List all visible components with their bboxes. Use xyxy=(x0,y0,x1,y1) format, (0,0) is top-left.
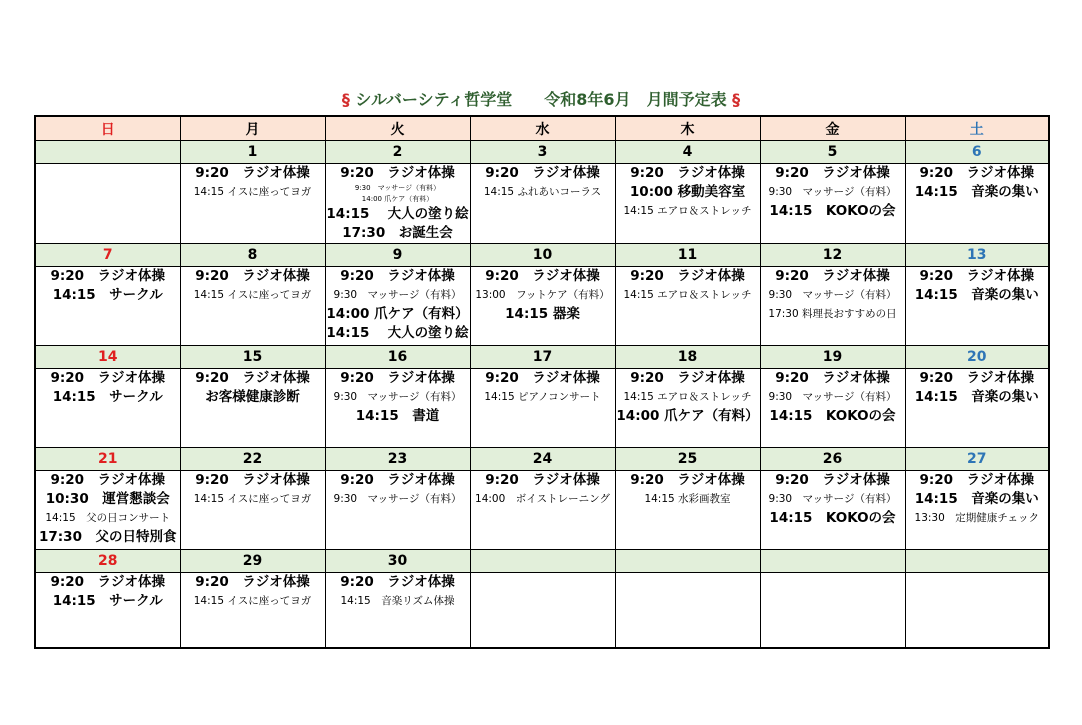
event-entry: 14:15 書道 xyxy=(355,408,440,424)
date-cell: 14 xyxy=(35,346,180,369)
event-entry: 14:15 大人の塗り絵 xyxy=(326,206,469,222)
date-cell xyxy=(35,141,180,164)
day-events-cell xyxy=(615,369,760,448)
event-entry: 14:15 器楽 xyxy=(505,306,580,322)
event-entry: 14:15 イスに座ってヨガ xyxy=(193,186,312,198)
date-cell: 5 xyxy=(760,141,905,164)
day-events-cell xyxy=(760,369,905,448)
date-cell: 16 xyxy=(325,346,470,369)
date-cell: 9 xyxy=(325,244,470,267)
day-events-cell xyxy=(905,471,1049,550)
day-events-cell xyxy=(180,267,325,346)
event-entry: 10:00 移動美容室 xyxy=(629,184,746,200)
event-entry: 9:20 ラジオ体操 xyxy=(775,268,890,284)
date-row xyxy=(35,244,1049,267)
event-entry: 9:30 マッサージ（有料） xyxy=(768,391,897,403)
event-entry: 9:20 ラジオ体操 xyxy=(919,370,1035,386)
day-events-cell xyxy=(35,267,180,346)
weekday-thu: 木 xyxy=(615,116,760,141)
date-cell: 7 xyxy=(35,244,180,267)
event-entry: 14:00 ボイストレーニング xyxy=(475,493,610,505)
event-entry: 14:15 エアロ＆ストレッチ xyxy=(623,391,752,403)
day-events-cell xyxy=(470,573,615,649)
section-mark-left: § xyxy=(341,90,350,109)
date-cell: 19 xyxy=(760,346,905,369)
day-events-cell xyxy=(325,267,470,346)
event-entry: 9:20 ラジオ体操 xyxy=(775,472,890,488)
date-cell: 3 xyxy=(470,141,615,164)
event-entry: 14:15 イスに座ってヨガ xyxy=(193,493,312,505)
event-entry: 14:15 音楽の集い xyxy=(914,389,1039,405)
date-cell xyxy=(760,550,905,573)
title-text: シルバーシティ哲学堂 令和8年6月 月間予定表 xyxy=(355,90,727,109)
day-events-cell xyxy=(325,471,470,550)
events-row xyxy=(35,573,1049,649)
event-entry: 14:15 KOKOの会 xyxy=(769,408,896,424)
day-events-cell xyxy=(470,267,615,346)
event-entry: 9:30 マッサージ（有料） xyxy=(768,493,897,505)
date-cell: 25 xyxy=(615,448,760,471)
event-entry: 14:15 大人の塗り絵 xyxy=(326,325,469,341)
event-entry: 14:15 エアロ＆ストレッチ xyxy=(623,205,752,217)
event-entry: 14:15 音楽の集い xyxy=(914,491,1039,507)
date-row xyxy=(35,141,1049,164)
day-events-cell xyxy=(615,267,760,346)
day-events-cell xyxy=(905,164,1049,244)
event-entry: 17:30 お誕生会 xyxy=(342,225,453,241)
date-cell: 24 xyxy=(470,448,615,471)
day-events-cell xyxy=(35,164,180,244)
day-events-cell xyxy=(470,164,615,244)
events-row xyxy=(35,471,1049,550)
event-entry: 9:20 ラジオ体操 xyxy=(775,165,890,181)
day-events-cell xyxy=(760,471,905,550)
events-row xyxy=(35,369,1049,448)
date-cell: 15 xyxy=(180,346,325,369)
event-entry: お客様健康診断 xyxy=(205,389,300,405)
day-events-cell xyxy=(180,573,325,649)
date-cell: 29 xyxy=(180,550,325,573)
day-events-cell xyxy=(180,369,325,448)
event-entry: 9:20 ラジオ体操 xyxy=(630,268,745,284)
day-events-cell xyxy=(35,471,180,550)
event-entry: 9:30 マッサージ（有料） xyxy=(333,391,462,403)
date-cell: 21 xyxy=(35,448,180,471)
date-cell: 28 xyxy=(35,550,180,573)
event-entry: 9:20 ラジオ体操 xyxy=(919,165,1035,181)
event-entry: 14:00 爪ケア（有料） xyxy=(616,408,759,424)
event-entry: 9:20 ラジオ体操 xyxy=(485,165,600,181)
day-events-cell xyxy=(325,573,470,649)
event-entry: 17:30 料理長おすすめの日 xyxy=(768,308,897,320)
event-entry: 14:15 ふれあいコーラス xyxy=(483,186,602,198)
date-cell: 30 xyxy=(325,550,470,573)
event-entry: 13:30 定期健康チェック xyxy=(914,512,1039,524)
date-cell: 22 xyxy=(180,448,325,471)
event-entry: 9:30 マッサージ（有料） xyxy=(354,184,441,192)
event-entry: 14:00 爪ケア（有料） xyxy=(361,195,434,203)
page-title xyxy=(0,87,1082,110)
event-entry: 9:20 ラジオ体操 xyxy=(50,574,166,590)
date-cell: 17 xyxy=(470,346,615,369)
day-events-cell xyxy=(325,369,470,448)
monthly-calendar xyxy=(34,115,1050,649)
event-entry: 14:15 イスに座ってヨガ xyxy=(193,289,312,301)
date-cell: 10 xyxy=(470,244,615,267)
weekday-fri: 金 xyxy=(760,116,905,141)
weekday-header-row xyxy=(35,116,1049,141)
event-entry: 17:30 父の日特別食 xyxy=(39,529,177,545)
event-entry: 9:20 ラジオ体操 xyxy=(340,165,455,181)
day-events-cell xyxy=(615,164,760,244)
event-entry: 9:20 ラジオ体操 xyxy=(485,472,600,488)
event-entry: 9:20 ラジオ体操 xyxy=(340,472,455,488)
event-entry: 14:15 KOKOの会 xyxy=(769,510,896,526)
event-entry: 9:20 ラジオ体操 xyxy=(195,370,310,386)
day-events-cell xyxy=(760,164,905,244)
event-entry: 9:30 マッサージ（有料） xyxy=(768,186,897,198)
weekday-sat: 土 xyxy=(905,116,1049,141)
day-events-cell xyxy=(35,573,180,649)
event-entry: 9:30 マッサージ（有料） xyxy=(333,289,462,301)
event-entry: 14:15 サークル xyxy=(52,593,163,609)
event-entry: 14:15 サークル xyxy=(52,287,163,303)
date-cell: 13 xyxy=(905,244,1049,267)
date-row xyxy=(35,550,1049,573)
day-events-cell xyxy=(325,164,470,244)
event-entry: 9:20 ラジオ体操 xyxy=(340,574,455,590)
event-entry: 14:15 イスに座ってヨガ xyxy=(193,595,312,607)
date-cell: 4 xyxy=(615,141,760,164)
event-entry: 14:15 KOKOの会 xyxy=(769,203,896,219)
event-entry: 9:20 ラジオ体操 xyxy=(195,574,310,590)
weekday-sun: 日 xyxy=(35,116,180,141)
date-cell: 1 xyxy=(180,141,325,164)
date-cell xyxy=(905,550,1049,573)
date-cell: 18 xyxy=(615,346,760,369)
event-entry: 14:00 爪ケア（有料） xyxy=(326,306,469,322)
date-cell xyxy=(615,550,760,573)
event-entry: 14:15 音楽リズム体操 xyxy=(340,595,455,607)
event-entry: 9:20 ラジオ体操 xyxy=(195,472,310,488)
event-entry: 9:20 ラジオ体操 xyxy=(50,370,166,386)
section-mark-right: § xyxy=(732,90,741,109)
event-entry: 9:20 ラジオ体操 xyxy=(195,165,310,181)
day-events-cell xyxy=(470,471,615,550)
event-entry: 9:20 ラジオ体操 xyxy=(485,268,600,284)
date-cell: 27 xyxy=(905,448,1049,471)
calendar-body xyxy=(35,141,1049,649)
event-entry: 9:20 ラジオ体操 xyxy=(630,165,745,181)
event-entry: 9:20 ラジオ体操 xyxy=(630,370,745,386)
event-entry: 9:30 マッサージ（有料） xyxy=(333,493,462,505)
day-events-cell xyxy=(905,267,1049,346)
day-events-cell xyxy=(35,369,180,448)
event-entry: 9:20 ラジオ体操 xyxy=(775,370,890,386)
event-entry: 9:20 ラジオ体操 xyxy=(195,268,310,284)
event-entry: 14:15 音楽の集い xyxy=(914,287,1039,303)
day-events-cell xyxy=(180,471,325,550)
weekday-wed: 水 xyxy=(470,116,615,141)
events-row xyxy=(35,267,1049,346)
event-entry: 9:20 ラジオ体操 xyxy=(340,370,455,386)
day-events-cell xyxy=(760,573,905,649)
day-events-cell xyxy=(470,369,615,448)
day-events-cell xyxy=(615,471,760,550)
day-events-cell xyxy=(180,164,325,244)
day-events-cell xyxy=(905,573,1049,649)
day-events-cell xyxy=(615,573,760,649)
event-entry: 9:20 ラジオ体操 xyxy=(485,370,600,386)
weekday-mon: 月 xyxy=(180,116,325,141)
date-row xyxy=(35,346,1049,369)
date-cell: 23 xyxy=(325,448,470,471)
date-cell: 20 xyxy=(905,346,1049,369)
date-cell: 12 xyxy=(760,244,905,267)
date-cell: 26 xyxy=(760,448,905,471)
event-entry: 9:20 ラジオ体操 xyxy=(50,472,166,488)
event-entry: 14:15 エアロ＆ストレッチ xyxy=(623,289,752,301)
date-cell: 2 xyxy=(325,141,470,164)
weekday-tue: 火 xyxy=(325,116,470,141)
event-entry: 9:20 ラジオ体操 xyxy=(50,268,166,284)
event-entry: 9:20 ラジオ体操 xyxy=(340,268,455,284)
event-entry: 9:20 ラジオ体操 xyxy=(919,268,1035,284)
day-events-cell xyxy=(905,369,1049,448)
day-events-cell xyxy=(760,267,905,346)
event-entry: 14:15 音楽の集い xyxy=(914,184,1039,200)
event-entry: 14:15 サークル xyxy=(52,389,163,405)
event-entry: 10:30 運営懇談会 xyxy=(45,491,170,507)
event-entry: 14:15 水彩画教室 xyxy=(644,493,731,505)
events-row xyxy=(35,164,1049,244)
event-entry: 14:15 ピアノコンサート xyxy=(484,391,601,403)
date-cell: 8 xyxy=(180,244,325,267)
date-cell: 6 xyxy=(905,141,1049,164)
event-entry: 9:20 ラジオ体操 xyxy=(919,472,1035,488)
date-cell: 11 xyxy=(615,244,760,267)
date-row xyxy=(35,448,1049,471)
event-entry: 9:20 ラジオ体操 xyxy=(630,472,745,488)
event-entry: 9:30 マッサージ（有料） xyxy=(768,289,897,301)
date-cell xyxy=(470,550,615,573)
event-entry: 13:00 フットケア（有料） xyxy=(475,289,610,301)
event-entry: 14:15 父の日コンサート xyxy=(45,512,171,524)
